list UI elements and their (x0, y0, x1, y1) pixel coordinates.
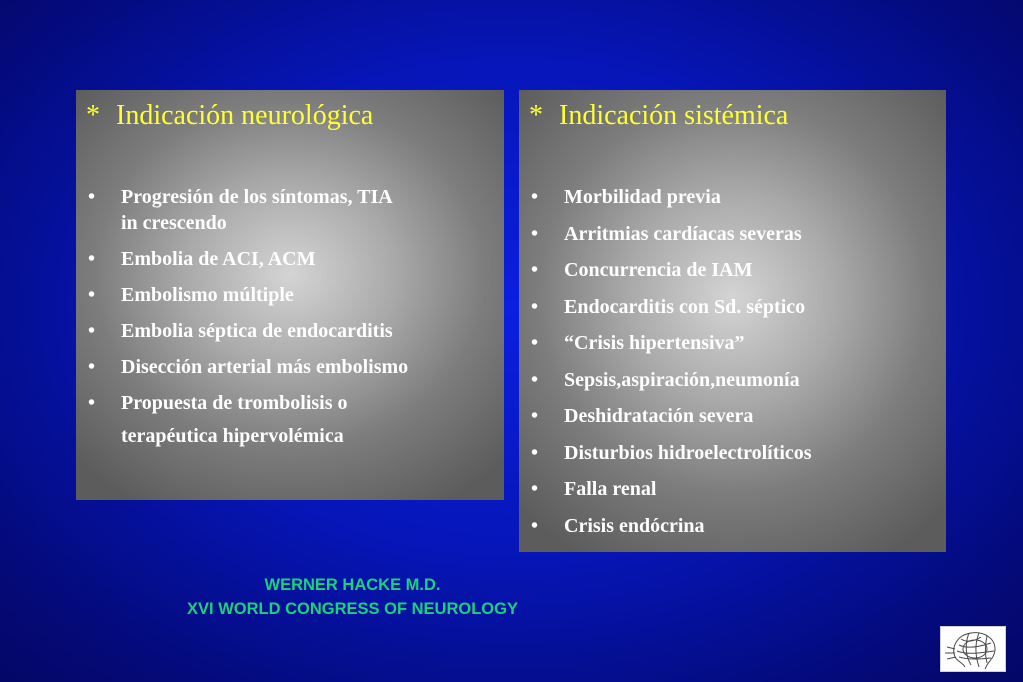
list-item (76, 390, 504, 456)
list-item-line: Embolia de ACI, ACM (121, 248, 316, 270)
bullet: • (88, 186, 96, 208)
list-item (76, 246, 504, 272)
author-credit: WERNER HACKE M.D. (264, 576, 441, 594)
bullet: • (531, 514, 539, 537)
list-item (76, 282, 504, 308)
systemic-indication-list (519, 184, 946, 549)
list-item (519, 440, 946, 466)
list-item-line: Embolia séptica de endocarditis (121, 320, 393, 342)
systemic-indication-title (529, 100, 788, 132)
list-item-line: in crescendo (121, 212, 227, 234)
list-item-text: Disturbios hidroelectrolíticos (564, 441, 812, 464)
list-item-text: Crisis endócrina (564, 514, 705, 537)
title-text: Indicación neurológica (116, 100, 374, 131)
bullet: • (88, 392, 96, 414)
brain-head-logo-icon (940, 626, 1006, 672)
list-item-line: Disección arterial más embolismo (121, 356, 409, 378)
list-item (519, 257, 946, 283)
brain-head-logo-svg (941, 627, 1005, 671)
bullet: • (531, 332, 539, 354)
list-item (519, 330, 946, 356)
list-item-text: Morbilidad previa (564, 186, 721, 208)
neurological-indication-title (86, 100, 373, 132)
list-item-line: Progresión de los síntomas, TIA (121, 186, 393, 208)
list-item-text: Endocarditis con Sd. séptico (564, 295, 806, 318)
list-item (519, 184, 946, 210)
bullet: • (531, 405, 539, 427)
list-item (519, 367, 946, 393)
list-item (76, 318, 504, 344)
list-item-line: Embolismo múltiple (121, 284, 294, 306)
list-item (519, 403, 946, 429)
list-item-line: Propuesta de trombolisis o (121, 392, 348, 414)
bullet: • (531, 368, 539, 391)
systemic-indication-panel (519, 90, 946, 552)
neurological-indication-list (76, 184, 504, 466)
list-item (519, 294, 946, 320)
list-item (519, 221, 946, 247)
bullet: • (88, 284, 96, 306)
list-item-text: Concurrencia de IAM (564, 259, 753, 281)
list-item-text: Sepsis,aspiración,neumonía (564, 368, 800, 391)
bullet: • (531, 259, 539, 281)
title-text: Indicación sistémica (559, 100, 789, 131)
list-item-text: Deshidratación severa (564, 405, 754, 427)
title-asterisk: * (529, 100, 543, 131)
list-item (519, 476, 946, 502)
neurological-indication-panel (76, 90, 504, 500)
list-item-text: Falla renal (564, 478, 657, 500)
congress-credit: XVI WORLD CONGRESS OF NEUROLOGY (187, 600, 518, 618)
bullet: • (531, 441, 539, 464)
bullet: • (531, 222, 539, 245)
bullet: • (88, 248, 96, 270)
bullet: • (88, 356, 96, 378)
bullet: • (531, 186, 539, 208)
bullet: • (88, 320, 96, 342)
bullet: • (531, 295, 539, 318)
list-item (519, 513, 946, 539)
title-asterisk: * (86, 100, 100, 131)
list-item-text: “Crisis hipertensiva” (564, 332, 745, 354)
bullet: • (531, 478, 539, 500)
list-item-text: Arritmias cardíacas severas (564, 222, 802, 245)
list-item (76, 354, 504, 380)
list-item (76, 184, 504, 236)
list-item-line: terapéutica hipervolémica (121, 425, 344, 447)
